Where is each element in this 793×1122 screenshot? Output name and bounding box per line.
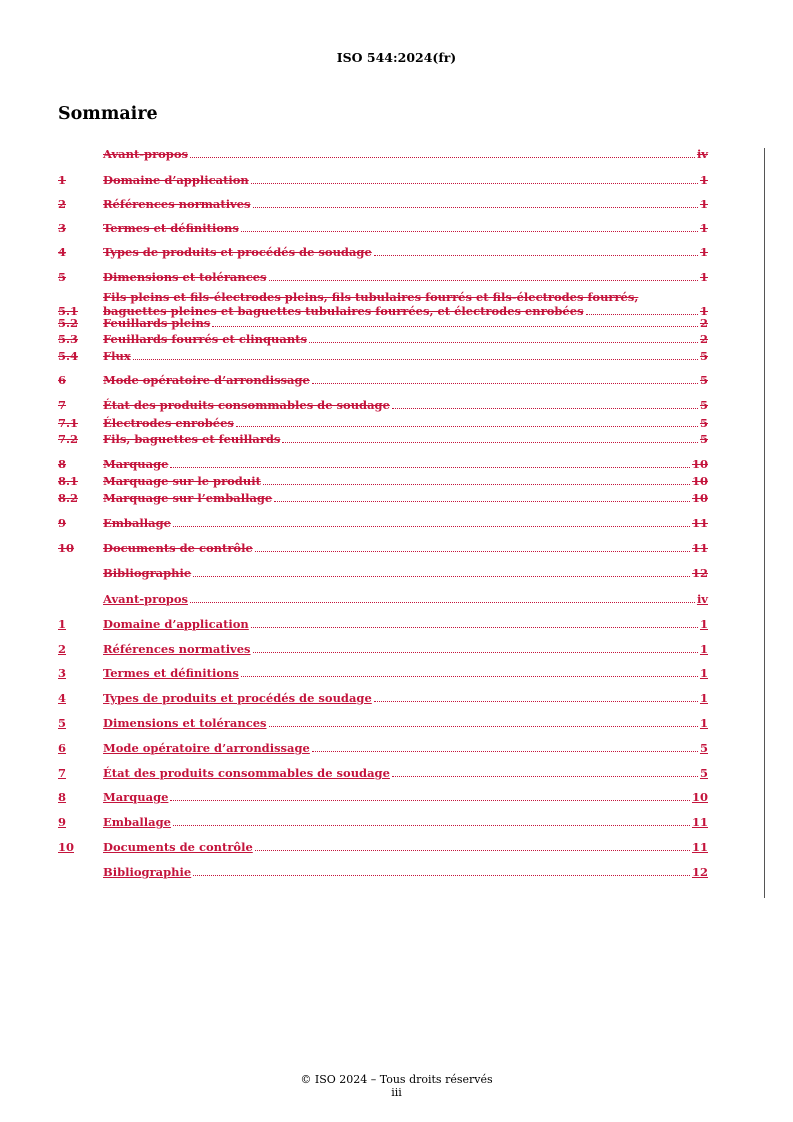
toc-entry-page: iv — [696, 147, 708, 161]
toc-entry-number: 6 — [58, 373, 67, 387]
toc-entry[interactable] — [58, 566, 708, 580]
toc-entry-label: Références normatives — [103, 642, 251, 656]
toc-entry[interactable] — [58, 516, 708, 530]
toc-entry-page: 2 — [699, 332, 708, 346]
toc-entry-page: 11 — [691, 815, 708, 829]
dot-leader — [190, 157, 695, 158]
dot-leader — [263, 484, 690, 485]
toc-entry-number: 5.1 — [58, 304, 79, 318]
toc-entry-number: 5.3 — [58, 332, 79, 346]
toc-entry-label: Termes et définitions — [103, 221, 239, 235]
toc-entry[interactable] — [58, 617, 708, 631]
toc-entry-page: 1 — [699, 173, 708, 187]
toc-entry-label: Emballage — [103, 516, 171, 530]
toc-entry-label: Domaine d’application — [103, 617, 249, 631]
toc-entry-number: 8.2 — [58, 491, 79, 505]
toc-entry-page: 1 — [699, 221, 708, 235]
toc-entry-page: 12 — [691, 865, 708, 879]
toc-entry-page: 1 — [699, 245, 708, 259]
toc-entry-number: 8 — [58, 457, 67, 471]
toc-entry-page: 11 — [691, 840, 708, 854]
page-number: iii — [391, 1086, 402, 1099]
toc-entry-number: 6 — [58, 741, 67, 755]
toc-entry[interactable] — [58, 790, 708, 804]
toc-entry-label: Marquage — [103, 790, 169, 804]
dot-leader — [312, 383, 698, 384]
toc-entry-number: 7.1 — [58, 416, 79, 430]
copyright-notice: © ISO 2024 – Tous droits réservés — [300, 1073, 493, 1086]
toc-entry-label: Feuillards fourrés et clinquants — [103, 332, 307, 346]
toc-entry-label: État des produits consommables de soudage — [103, 766, 390, 780]
dot-leader — [170, 800, 690, 801]
toc-entry-label: Électrodes enrobées — [103, 416, 234, 430]
toc-entry-label: Dimensions et tolérances — [103, 270, 267, 284]
dot-leader — [236, 426, 698, 427]
toc-entry-label: Marquage sur le produit — [103, 474, 261, 488]
toc-entry[interactable] — [58, 840, 708, 854]
toc-entry-label: Types de produits et procédés de soudage — [103, 691, 372, 705]
toc-entry-number: 10 — [58, 840, 75, 854]
dot-leader — [173, 825, 690, 826]
toc-entry[interactable] — [58, 491, 708, 505]
toc-entry-number: 7.2 — [58, 432, 79, 446]
toc-entry-page: 1 — [699, 304, 708, 318]
toc-entry-label: Fils pleins et fils-électrodes pleins, fils tubulaires fourrés et fils-électrodes fourrés, — [103, 290, 639, 304]
toc-entry-page: 10 — [691, 457, 708, 471]
toc-entry[interactable] — [58, 691, 708, 705]
dot-leader — [374, 701, 698, 702]
dot-leader — [255, 551, 690, 552]
toc-entry-label: Marquage — [103, 457, 169, 471]
toc-entry-number: 3 — [58, 666, 67, 680]
dot-leader — [309, 342, 698, 343]
dot-leader — [253, 207, 698, 208]
toc-entry-page: 10 — [691, 491, 708, 505]
toc-entry[interactable] — [58, 197, 708, 211]
toc-entry-number: 5 — [58, 716, 67, 730]
dot-leader — [392, 776, 698, 777]
toc-entry[interactable] — [58, 457, 708, 471]
page-title: Sommaire — [58, 104, 158, 124]
toc-entry-page: 2 — [699, 316, 708, 330]
toc-entry-number: 5 — [58, 270, 67, 284]
toc-entry-label: Avant-propos — [103, 592, 188, 606]
dot-leader — [253, 652, 698, 653]
toc-entry-page: 1 — [699, 716, 708, 730]
toc-entry-number: 7 — [58, 398, 67, 412]
dot-leader — [241, 231, 698, 232]
toc-entry[interactable] — [58, 173, 708, 187]
toc-entry-label: Bibliographie — [103, 566, 192, 580]
toc-entry[interactable] — [58, 270, 708, 284]
toc-entry[interactable] — [58, 221, 708, 235]
toc-entry-page: 10 — [691, 474, 708, 488]
toc-entry-page: iv — [696, 592, 708, 606]
toc-entry-page: 5 — [699, 416, 708, 430]
toc-entry[interactable] — [58, 332, 708, 346]
dot-leader — [255, 850, 690, 851]
toc-entry-number: 7 — [58, 766, 67, 780]
toc-entry[interactable] — [58, 815, 708, 829]
toc-entry-number: 4 — [58, 691, 67, 705]
toc-entry[interactable] — [58, 245, 708, 259]
toc-entry[interactable] — [58, 716, 708, 730]
toc-entry-number: 3 — [58, 221, 67, 235]
toc-entry-number: 8 — [58, 790, 67, 804]
dot-leader — [374, 255, 698, 256]
toc-entry[interactable] — [58, 474, 708, 488]
dot-leader — [212, 326, 698, 327]
toc-entry-page: 5 — [699, 349, 708, 363]
toc-entry-page: 11 — [691, 541, 708, 555]
toc-entry-page: 1 — [699, 691, 708, 705]
toc-entry-number: 2 — [58, 642, 67, 656]
dot-leader — [193, 875, 690, 876]
toc-entry-label: Documents de contrôle — [103, 840, 253, 854]
dot-leader — [173, 526, 690, 527]
toc-entry[interactable] — [58, 592, 708, 606]
toc-entry-label: Dimensions et tolérances — [103, 716, 267, 730]
toc-entry-page: 5 — [699, 766, 708, 780]
toc-entry[interactable] — [58, 741, 708, 755]
toc-entry-label: Documents de contrôle — [103, 541, 253, 555]
dot-leader — [193, 576, 690, 577]
toc-entry-number: 9 — [58, 516, 67, 530]
toc-entry-label: Mode opératoire d’arrondissage — [103, 741, 310, 755]
toc-entry-page: 5 — [699, 398, 708, 412]
toc-entry[interactable] — [58, 666, 708, 680]
dot-leader — [133, 359, 698, 360]
page-footer — [0, 1073, 793, 1099]
toc-entry[interactable] — [58, 373, 708, 387]
dot-leader — [269, 726, 698, 727]
toc-entry-label: Fils, baguettes et feuillards — [103, 432, 281, 446]
toc-entry-number: 2 — [58, 197, 67, 211]
toc-entry-label: baguettes pleines et baguettes tubulaires fourrées, et électrodes enrobées — [103, 304, 584, 318]
toc-entry-page: 10 — [691, 790, 708, 804]
toc-entry[interactable] — [58, 642, 708, 656]
toc-entry-label: Termes et définitions — [103, 666, 239, 680]
toc-entry-label: Bibliographie — [103, 865, 192, 879]
toc-entry-page: 1 — [699, 197, 708, 211]
toc-entry-label: Mode opératoire d’arrondissage — [103, 373, 310, 387]
toc-entry-page: 11 — [691, 516, 708, 530]
toc-entry-label: Emballage — [103, 815, 171, 829]
dot-leader — [190, 602, 695, 603]
toc-entry-label: Feuillards pleins — [103, 316, 211, 330]
toc-entry-label: Types de produits et procédés de soudage — [103, 245, 372, 259]
toc-entry-page: 5 — [699, 432, 708, 446]
document-header: ISO 544:2024(fr) — [336, 50, 457, 65]
toc-entry-label: Domaine d’application — [103, 173, 249, 187]
toc-entry-page: 1 — [699, 666, 708, 680]
toc-entry-number: 10 — [58, 541, 75, 555]
toc-entry-number: 1 — [58, 617, 67, 631]
toc-entry[interactable] — [58, 541, 708, 555]
dot-leader — [251, 627, 698, 628]
toc-entry-number: 9 — [58, 815, 67, 829]
toc-entry-label: Avant-propos — [103, 147, 188, 161]
toc-entry[interactable] — [58, 865, 708, 879]
dot-leader — [312, 751, 698, 752]
toc-entry-page: 1 — [699, 617, 708, 631]
toc-entry[interactable] — [58, 398, 708, 412]
toc-entry-number: 5.4 — [58, 349, 79, 363]
toc-entry-number: 8.1 — [58, 474, 79, 488]
toc-entry[interactable] — [58, 432, 708, 446]
dot-leader — [586, 314, 698, 315]
toc-entry-label: Flux — [103, 349, 131, 363]
dot-leader — [269, 280, 698, 281]
toc-entry[interactable] — [58, 290, 708, 318]
toc-entry-page: 5 — [699, 741, 708, 755]
dot-leader — [251, 183, 698, 184]
toc-entry-label: Références normatives — [103, 197, 251, 211]
dot-leader — [241, 676, 698, 677]
toc-entry-label: Marquage sur l’emballage — [103, 491, 273, 505]
toc-entry[interactable] — [58, 316, 708, 330]
toc-entry-number: 1 — [58, 173, 67, 187]
dot-leader — [170, 467, 690, 468]
change-bar — [764, 148, 765, 898]
toc-entry-page: 5 — [699, 373, 708, 387]
toc-entry-page: 1 — [699, 642, 708, 656]
toc-entry-label: État des produits consommables de soudage — [103, 398, 390, 412]
dot-leader — [274, 501, 690, 502]
toc-entry[interactable] — [58, 416, 708, 430]
toc-entry[interactable] — [58, 349, 708, 363]
toc-entry-number: 4 — [58, 245, 67, 259]
toc-entry-page: 12 — [691, 566, 708, 580]
dot-leader — [282, 442, 698, 443]
dot-leader — [392, 408, 698, 409]
toc-entry[interactable] — [58, 147, 708, 161]
toc-entry-number: 5.2 — [58, 316, 79, 330]
toc-entry-page: 1 — [699, 270, 708, 284]
toc-entry[interactable] — [58, 766, 708, 780]
